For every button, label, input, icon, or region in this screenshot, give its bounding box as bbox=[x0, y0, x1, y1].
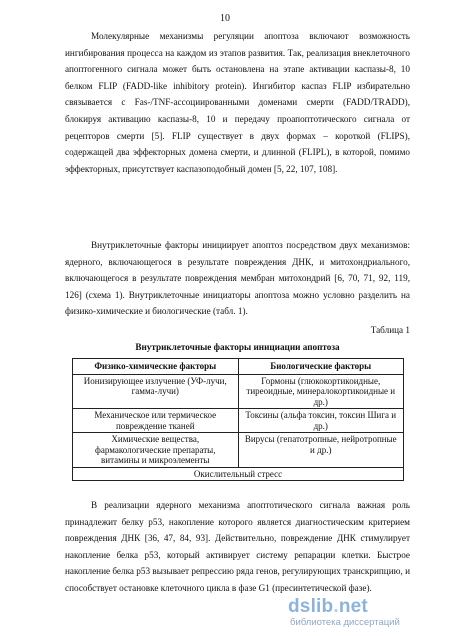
logo-dot: . bbox=[333, 596, 339, 617]
table-row bbox=[73, 374, 404, 409]
table-footer-row bbox=[73, 467, 404, 481]
table-cell: Механическое или термическое повреждение тканей bbox=[73, 409, 239, 433]
table-row bbox=[73, 433, 404, 468]
header-physicochemical: Физико-химические факторы bbox=[73, 359, 239, 375]
table-footer-cell: Окислительный стресс bbox=[73, 467, 404, 481]
dslib-logo bbox=[288, 596, 368, 618]
logo-main: dslib bbox=[288, 596, 334, 617]
table-number: Таблица 1 bbox=[370, 325, 410, 335]
paragraph-intracellular-factors: Внутриклеточные факторы инициирует апоптоз посредством двух механизмов: ядерного, включающегося в результате повреждения ДНК, и митохондриального, включающегося в результате повреждения мембран митохондрий [6, 70, 71, 92, 119, 126] (схема 1). Внутриклеточные инициаторы апоптоза можно условно разделить на физико-химические и биологические (табл. 1). bbox=[65, 240, 410, 317]
table-title: Внутриклеточные факторы инициации апоптоза bbox=[135, 342, 340, 352]
paragraph-caspase-inhibition: Молекулярные механизмы регуляции апоптоза включают возможность ингибирования процесса на каждом из этапов развития. Так, реализация внеклеточного апоптогенного сигнала может быть остановлена на этапе активации каспазы-8, 10 белком FLIP (FADD-like inhibitory protein). Ингибитор каспаз FLIP избирательно связывается с Fas-/TNF-ассоциированными доменами смерти (FADD/TRADD), блокируя активацию каспазы-8, 10 и передачу проапоптотического сигнала от рецепторов смерти [5]. FLIP существует в двух формах – короткой (FLIPS), содержащей два эффекторных домена смерти, и длинной (FLIPL), в которой, помимо эффекторных, присутствует каспазоподобный домен [5, 22, 107, 108]. bbox=[65, 31, 410, 174]
header-biological: Биологические факторы bbox=[238, 359, 404, 375]
table-cell: Ионизирующее излучение (УФ-лучи, гамма-лучи) bbox=[73, 374, 239, 409]
logo-tld: net bbox=[338, 596, 368, 617]
table-cell: Химические вещества, фармакологические препараты, витамины и микроэлементы bbox=[73, 433, 239, 468]
dslib-watermark bbox=[288, 596, 438, 630]
table-cell: Вирусы (гепатотропные, нейротропные и др.) bbox=[238, 433, 404, 468]
table-header-row bbox=[73, 359, 404, 375]
factors-table bbox=[72, 358, 404, 481]
watermark-subtitle: библиотека диссертаций bbox=[290, 617, 400, 628]
page-number: 10 bbox=[220, 13, 230, 24]
table-cell: Гормоны (глюкокортикоидные, тиреоидные, минералокортикоидные и др.) bbox=[238, 374, 404, 409]
table-cell: Токсины (альфа токсин, токсин Шига и др.) bbox=[238, 409, 404, 433]
paragraph-p53: В реализации ядерного механизма апоптотического сигнала важная роль принадлежит белку p53, накопление которого является диагностическим критерием повреждения ДНК [36, 47, 84, 93]. Действительно, повреждение ДНК стимулирует накопление белка p53, который активирует систему репарации клетки. Быстрое накопление белка p53 вызывает репрессию ряда генов, регулирующих транскрипцию, и способствует остановке клеточного цикла в фазе G1 (пресинтетической фазе). bbox=[65, 500, 410, 593]
table-row bbox=[73, 409, 404, 433]
